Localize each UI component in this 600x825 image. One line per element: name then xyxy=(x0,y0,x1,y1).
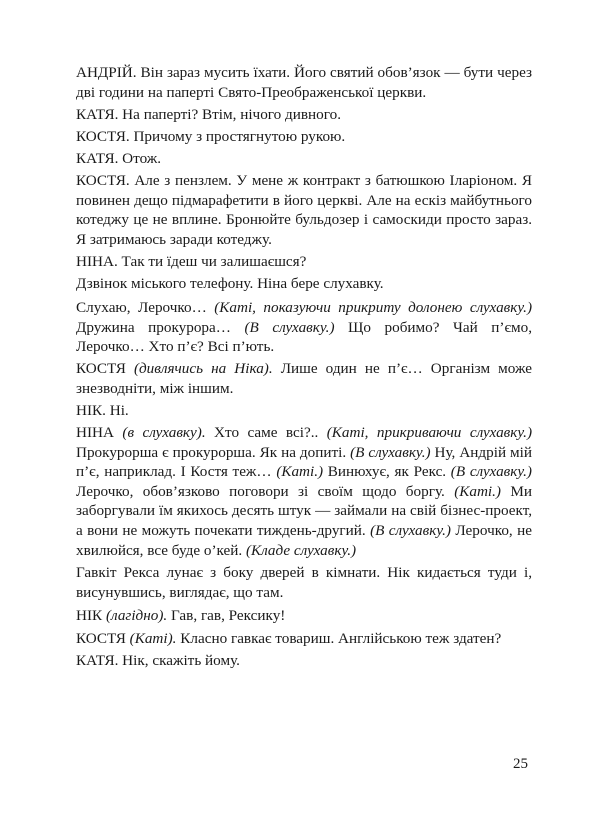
page-number: 25 xyxy=(513,756,528,772)
remark-text: (Каті, прикриваючи слухавку.) xyxy=(326,424,533,442)
paragraph-text: КОСТЯ. Причому з простягнутою рукою. xyxy=(76,127,346,145)
paragraph-text: НІК xyxy=(76,607,106,625)
paragraph-text: КОСТЯ xyxy=(76,629,130,647)
remark-text: (в слухавку). xyxy=(122,424,206,442)
paragraph-text: Гав, гав, Рексику! xyxy=(167,607,286,625)
paragraph-text: КОСТЯ xyxy=(76,360,134,378)
paragraph-text: Лерочко, обов’язково поговори зі своїм щодо боргу. xyxy=(76,482,455,500)
paragraph-text: НІНА xyxy=(76,424,123,442)
remark-text: (В слухавку.) xyxy=(450,463,532,481)
paragraph-text: АНДРІЙ. Він зараз мусить їхати. Його святий обов’язок — бути через дві години на папертi Свято-Преображенської церкви. xyxy=(76,64,532,101)
paragraph-text: Гавкіт Рекса лунає з боку дверей в кімнати. Нік кидається туди і, висунувшись, виглядає, що там. xyxy=(76,564,532,601)
dialogue-paragraph xyxy=(76,127,532,147)
paragraph-text: НІК. Ні. xyxy=(76,402,129,419)
remark-text: (В слухавку.) xyxy=(350,443,431,461)
paragraph-text: Дзвінок міського телефону. Ніна бере слухавку. xyxy=(76,275,384,293)
paragraph-text: Хто саме всі?.. xyxy=(205,424,327,442)
dialogue-paragraph xyxy=(76,298,532,357)
dialogue-paragraph xyxy=(76,359,532,398)
paragraph-text: КОСТЯ. Але з пензлем. У мене ж контракт з батюшкою Іларіоном. Я повинен дещо підмарафетити в його церкві. Але на ескіз майбутнього котеджу це не вплине. Бронюйте бульдозер і самоскиди просто зараз. Я затримаюсь заради котеджу. xyxy=(76,171,532,248)
remark-text: (лагідно). xyxy=(105,607,168,625)
paragraph-text: КАТЯ. Нік, скажіть йому. xyxy=(76,651,240,669)
dialogue-paragraph xyxy=(76,606,532,626)
paragraph-text: Дружина прокурора… xyxy=(76,318,245,336)
paragraph-text: Прокурорша є прокурорша. Як на допиті. xyxy=(76,443,351,461)
paragraph-text: Класно гавкає товариш. Англійською теж здатен? xyxy=(176,629,502,647)
remark-text: (Каті.) xyxy=(454,482,501,500)
remark-text: (В слухавку.) xyxy=(370,522,451,540)
dialogue-paragraph xyxy=(76,105,532,125)
dialogue-paragraph xyxy=(76,651,532,671)
dialogue-paragraph xyxy=(76,252,532,272)
paragraph-text: КАТЯ. На паперті? Втім, нічого дивного. xyxy=(76,105,342,123)
stage-direction xyxy=(76,274,532,294)
remark-text: (Каті). xyxy=(129,629,177,647)
remark-text: (Каті.) xyxy=(276,463,324,481)
dialogue-paragraph xyxy=(76,149,532,169)
paragraph-text: Ми заборгували їм якихось десять штук — займали на свій бізнес-проект, а вони не можуть почекати тиждень-другий. xyxy=(76,482,532,540)
remark-text: (дивлячись на Ніка). xyxy=(133,360,273,378)
paragraph-text: Винюхує, як Рекс. xyxy=(323,463,451,481)
dialogue-paragraph xyxy=(76,629,532,649)
paragraph-text: Ну, Андрій мій п’є, наприклад. І Костя теж… xyxy=(76,443,532,481)
dialogue-paragraph xyxy=(76,423,532,560)
play-text xyxy=(76,63,532,673)
paragraph-text: Лерочко, не хвилюйся, все буде о’кей. xyxy=(76,522,532,559)
paragraph-text: Лише один не п’є… Організм може знезводніти, між іншим. xyxy=(76,360,532,397)
dialogue-paragraph xyxy=(76,63,532,102)
dialogue-paragraph xyxy=(76,401,532,421)
paragraph-text: КАТЯ. Отож. xyxy=(76,149,162,167)
stage-direction xyxy=(76,563,532,602)
remark-text: (Кладе слухавку.) xyxy=(245,541,357,559)
remark-text: (В слухавку.) xyxy=(244,318,335,336)
paragraph-text: Що робимо? Чай п’ємо, Лерочко… Хто п’є? Всі п’ють. xyxy=(76,318,532,356)
paragraph-text: Слухаю, Лерочко… xyxy=(76,299,215,317)
paragraph-text: НІНА. Так ти їдеш чи залишаєшся? xyxy=(76,252,307,270)
remark-text: (Каті, показуючи прикриту долонею слухавку.) xyxy=(214,299,533,317)
dialogue-paragraph xyxy=(76,171,532,249)
